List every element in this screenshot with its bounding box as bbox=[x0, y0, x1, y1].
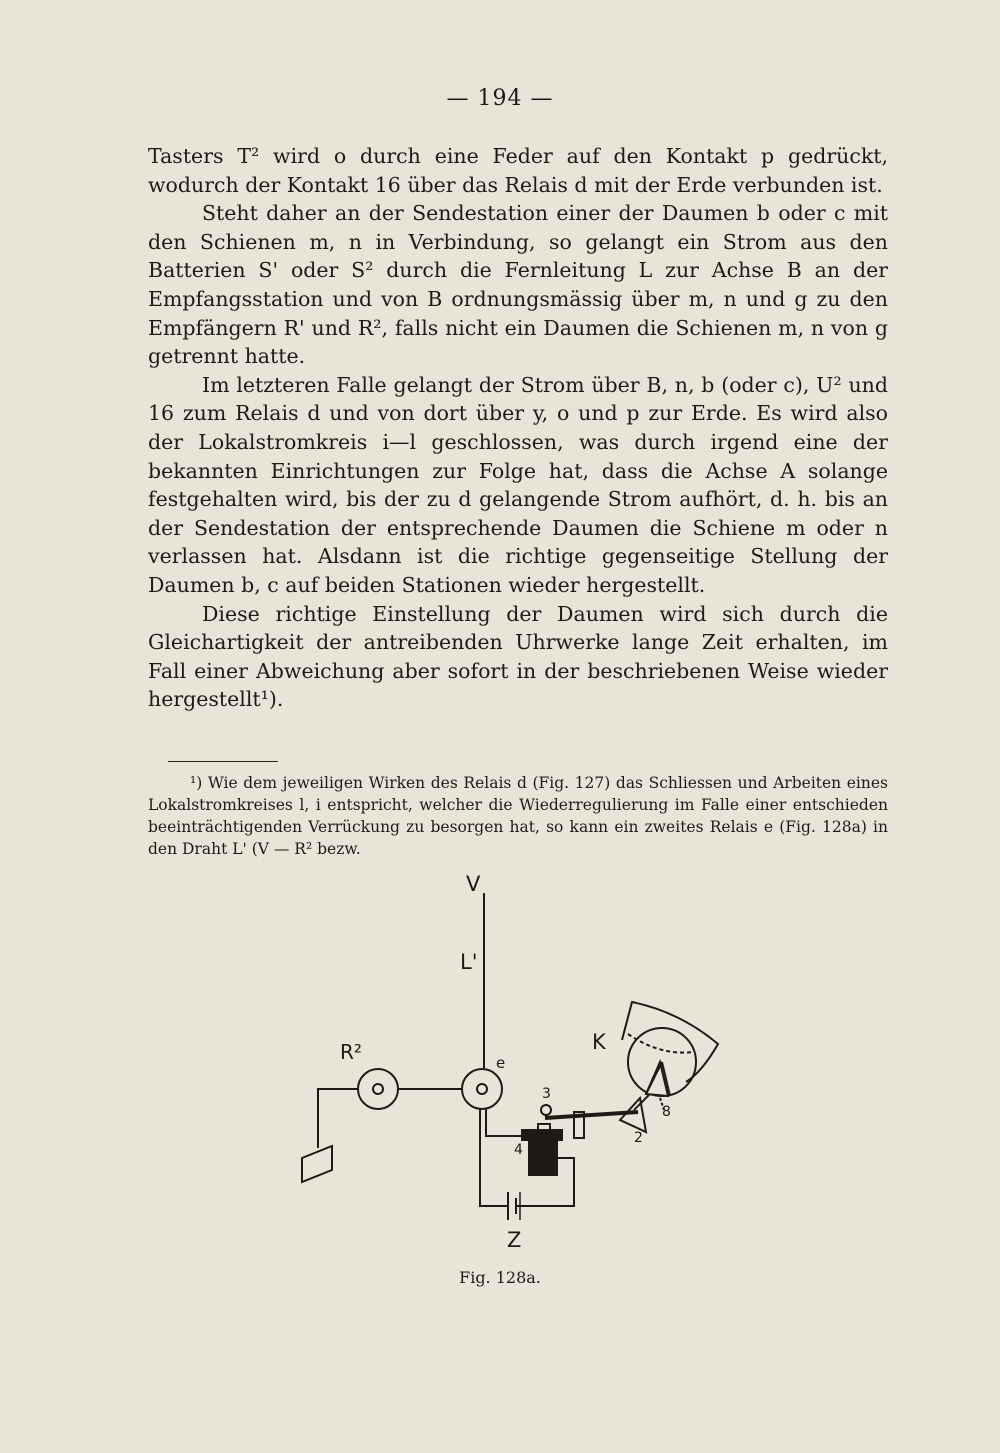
label-e: e bbox=[496, 1054, 506, 1072]
magnet-core bbox=[522, 1130, 562, 1140]
wire-r2-ground bbox=[318, 1089, 358, 1148]
label-v: V bbox=[466, 872, 481, 896]
footnote bbox=[148, 772, 888, 860]
relay-e-inner bbox=[477, 1084, 487, 1094]
footnote-separator bbox=[168, 761, 278, 762]
relay-r2-inner bbox=[373, 1084, 383, 1094]
magnet-top bbox=[538, 1124, 550, 1130]
footnote-text: ¹) Wie dem jeweiligen Wirken des Relais d (Fig. 127) das Schliessen und Arbeiten eines Lokalstromkreises l, i entspricht, welcher die Wiederregulierung im Falle einer entschieden beeinträchtigenden Verrückung zu besorgen hat, so kann ein zweites Relais e (Fig. 128a) in den Draht L' (V — R² bezw. bbox=[148, 774, 888, 858]
figure-caption: Fig. 128a. bbox=[459, 1268, 541, 1287]
label-3: 3 bbox=[542, 1086, 551, 1102]
paragraph-2: Steht daher an der Sendestation einer der Daumen b oder c mit den Schienen m, n in Verbindung, so gelangt ein Strom aus den Batterien S' oder S² durch die Fernleitung L zur Achse B an der Empfangsstation und von B ordnungsmässig über m, n und g zu den Empfängern R' und R², falls nicht ein Daumen die Schienen m, n von g getrennt hatte. bbox=[148, 201, 888, 369]
wire-battery-e bbox=[480, 1109, 508, 1206]
wire-e-magnet bbox=[486, 1109, 522, 1136]
relay-e-outer bbox=[462, 1069, 502, 1109]
label-k: K bbox=[592, 1030, 606, 1054]
body-text bbox=[148, 142, 888, 714]
cam-notch bbox=[646, 1062, 668, 1096]
label-8: 8 bbox=[662, 1104, 671, 1120]
paragraph-1: Tasters T² wird o durch eine Feder auf den Kontakt p gedrückt, wodurch der Kontakt 16 über das Relais d mit der Erde verbunden ist. bbox=[148, 144, 888, 197]
label-l-prime: L' bbox=[460, 950, 478, 974]
page-number: — 194 — bbox=[446, 86, 554, 111]
pin-3 bbox=[541, 1105, 551, 1115]
label-4: 4 bbox=[514, 1142, 523, 1158]
paragraph-4: Diese richtige Einstellung der Daumen wird sich durch die Gleichartigkeit der antreibenden Uhrwerke lange Zeit erhalten, im Fall einer Abweichung aber sofort in der beschriebenen Weise wieder hergestellt¹). bbox=[148, 601, 888, 712]
circuit-diagram bbox=[290, 868, 740, 1263]
label-r2: R² bbox=[340, 1040, 362, 1064]
label-z: Z bbox=[507, 1228, 522, 1252]
ground-plate bbox=[302, 1146, 332, 1182]
paragraph-3: Im letzteren Falle gelangt der Strom über B, n, b (oder c), U² und 16 zum Relais d und von dort über y, o und p zur Erde. Es wird also der Lokalstromkreis i—l geschlossen, was durch irgend eine der bekannten Einrichtungen zur Folge hat, dass die Achse A solange festgehalten wird, bis der zu d gelangende Strom aufhört, d. h. bis an der Sendestation der entsprechende Daumen die Schiene m oder n verlassen hat. Alsdann ist die richtige gegenseitige Stellung der Daumen b, c auf beiden Stationen wieder hergestellt. bbox=[148, 372, 888, 597]
cam-sector bbox=[622, 1002, 718, 1082]
magnet-coil bbox=[529, 1140, 557, 1175]
label-2: 2 bbox=[634, 1130, 643, 1146]
relay-r2-outer bbox=[358, 1069, 398, 1109]
